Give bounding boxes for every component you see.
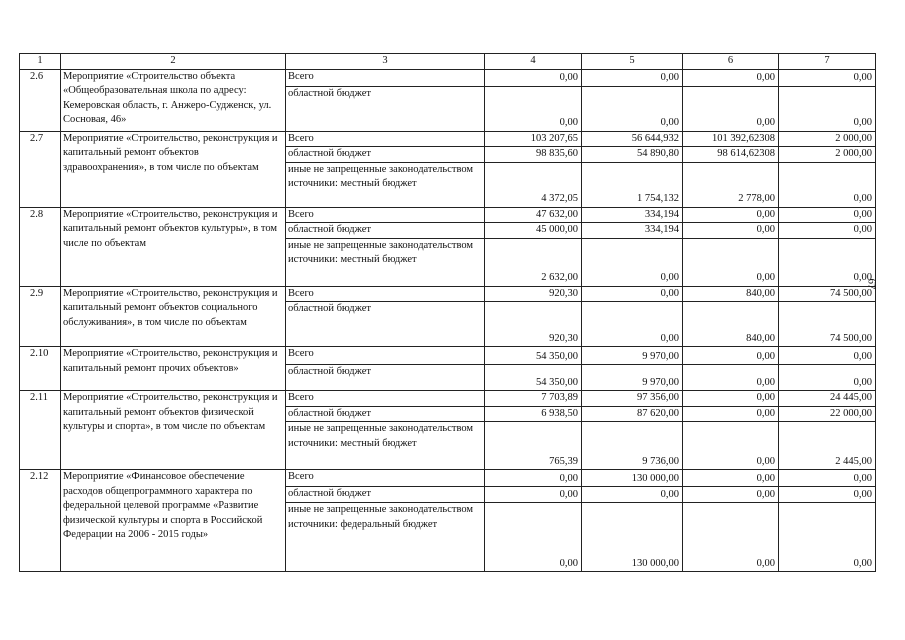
row-number: 2.11 xyxy=(20,391,61,470)
amount-cell: 0,00 xyxy=(582,238,683,286)
row-number: 2.6 xyxy=(20,69,61,131)
amount-cell: 0,00 xyxy=(779,238,876,286)
amount-cell: 0,00 xyxy=(683,347,779,365)
header-cell: 3 xyxy=(286,54,485,70)
amount-cell: 0,00 xyxy=(683,223,779,239)
amount-cell: 4 372,05 xyxy=(485,162,582,207)
amount-cell: 0,00 xyxy=(779,503,876,572)
measure-description: Мероприятие «Строительство, реконструкция и капитальный ремонт прочих объектов» xyxy=(61,347,286,391)
amount-cell: 0,00 xyxy=(683,487,779,503)
amount-cell: 0,00 xyxy=(485,86,582,131)
table-row xyxy=(20,391,876,407)
amount-cell: 1 754,132 xyxy=(582,162,683,207)
amount-cell: 0,00 xyxy=(485,503,582,572)
header-cell: 7 xyxy=(779,54,876,70)
funding-source: иные не запрещенные законодательством источники: местный бюджет xyxy=(286,162,485,207)
table-row xyxy=(20,470,876,487)
amount-cell: 0,00 xyxy=(779,365,876,391)
row-number: 2.9 xyxy=(20,286,61,347)
table-row xyxy=(20,69,876,86)
amount-cell: 0,00 xyxy=(582,69,683,86)
amount-cell: 74 500,00 xyxy=(779,286,876,302)
amount-cell: 9 970,00 xyxy=(582,347,683,365)
amount-cell: 54 350,00 xyxy=(485,365,582,391)
amount-cell: 2 000,00 xyxy=(779,131,876,147)
measure-description: Мероприятие «Строительство, реконструкция и капитальный ремонт объектов социального обслуживания», в том числе по объектам xyxy=(61,286,286,347)
amount-cell: 56 644,932 xyxy=(582,131,683,147)
funding-source: Всего xyxy=(286,69,485,86)
amount-cell: 0,00 xyxy=(485,487,582,503)
amount-cell: 840,00 xyxy=(683,286,779,302)
table-row xyxy=(20,347,876,365)
amount-cell: 98 835,60 xyxy=(485,147,582,163)
page-number: 67 xyxy=(865,278,878,290)
table-row xyxy=(20,207,876,223)
amount-cell: 24 445,00 xyxy=(779,391,876,407)
row-number: 2.8 xyxy=(20,207,61,286)
amount-cell: 0,00 xyxy=(683,238,779,286)
table-body xyxy=(20,54,876,572)
amount-cell: 22 000,00 xyxy=(779,406,876,422)
amount-cell: 130 000,00 xyxy=(582,470,683,487)
amount-cell: 74 500,00 xyxy=(779,302,876,347)
table-row xyxy=(20,286,876,302)
funding-source: Всего xyxy=(286,347,485,365)
amount-cell: 6 938,50 xyxy=(485,406,582,422)
amount-cell: 98 614,62308 xyxy=(683,147,779,163)
amount-cell: 9 736,00 xyxy=(582,422,683,470)
header-cell: 4 xyxy=(485,54,582,70)
table-row xyxy=(20,131,876,147)
row-number: 2.10 xyxy=(20,347,61,391)
amount-cell: 0,00 xyxy=(582,487,683,503)
funding-source: иные не запрещенные законодательством источники: местный бюджет xyxy=(286,422,485,470)
amount-cell: 0,00 xyxy=(779,470,876,487)
header-cell: 5 xyxy=(582,54,683,70)
measure-description: Мероприятие «Финансовое обеспечение расходов общепрограммного характера по федеральной целевой программе «Развитие физической культуры и спорта в Российской Федерации на 2006 - 2015 годы» xyxy=(61,470,286,572)
amount-cell: 0,00 xyxy=(683,422,779,470)
amount-cell: 920,30 xyxy=(485,286,582,302)
amount-cell: 0,00 xyxy=(683,207,779,223)
amount-cell: 0,00 xyxy=(485,470,582,487)
row-number: 2.7 xyxy=(20,131,61,207)
amount-cell: 130 000,00 xyxy=(582,503,683,572)
amount-cell: 0,00 xyxy=(582,286,683,302)
funding-source: областной бюджет xyxy=(286,406,485,422)
amount-cell: 0,00 xyxy=(683,86,779,131)
amount-cell: 54 350,00 xyxy=(485,347,582,365)
header-row xyxy=(20,54,876,70)
amount-cell: 0,00 xyxy=(582,86,683,131)
budget-table xyxy=(19,53,876,572)
header-cell: 2 xyxy=(61,54,286,70)
amount-cell: 45 000,00 xyxy=(485,223,582,239)
amount-cell: 0,00 xyxy=(779,207,876,223)
funding-source: Всего xyxy=(286,391,485,407)
amount-cell: 54 890,80 xyxy=(582,147,683,163)
amount-cell: 334,194 xyxy=(582,223,683,239)
amount-cell: 0,00 xyxy=(779,86,876,131)
measure-description: Мероприятие «Строительство, реконструкция и капитальный ремонт объектов физической культуры и спорта», в том числе по объектам xyxy=(61,391,286,470)
amount-cell: 0,00 xyxy=(683,470,779,487)
amount-cell: 0,00 xyxy=(683,69,779,86)
funding-source: Всего xyxy=(286,470,485,487)
amount-cell: 103 207,65 xyxy=(485,131,582,147)
amount-cell: 0,00 xyxy=(683,365,779,391)
funding-source: иные не запрещенные законодательством источники: местный бюджет xyxy=(286,238,485,286)
amount-cell: 47 632,00 xyxy=(485,207,582,223)
amount-cell: 0,00 xyxy=(779,347,876,365)
measure-description: Мероприятие «Строительство, реконструкция и капитальный ремонт объектов культуры», в том числе по объектам xyxy=(61,207,286,286)
amount-cell: 87 620,00 xyxy=(582,406,683,422)
header-cell: 6 xyxy=(683,54,779,70)
amount-cell: 0,00 xyxy=(779,223,876,239)
amount-cell: 97 356,00 xyxy=(582,391,683,407)
amount-cell: 0,00 xyxy=(485,69,582,86)
amount-cell: 2 445,00 xyxy=(779,422,876,470)
funding-source: областной бюджет xyxy=(286,223,485,239)
funding-source: иные не запрещенные законодательством источники: федеральный бюджет xyxy=(286,503,485,572)
amount-cell: 920,30 xyxy=(485,302,582,347)
funding-source: областной бюджет xyxy=(286,365,485,391)
amount-cell: 765,39 xyxy=(485,422,582,470)
amount-cell: 0,00 xyxy=(582,302,683,347)
amount-cell: 334,194 xyxy=(582,207,683,223)
funding-source: Всего xyxy=(286,131,485,147)
row-number: 2.12 xyxy=(20,470,61,572)
amount-cell: 2 000,00 xyxy=(779,147,876,163)
funding-source: областной бюджет xyxy=(286,302,485,347)
amount-cell: 0,00 xyxy=(779,487,876,503)
amount-cell: 101 392,62308 xyxy=(683,131,779,147)
amount-cell: 0,00 xyxy=(779,162,876,207)
amount-cell: 0,00 xyxy=(683,503,779,572)
amount-cell: 840,00 xyxy=(683,302,779,347)
amount-cell: 2 778,00 xyxy=(683,162,779,207)
measure-description: Мероприятие «Строительство, реконструкция и капитальный ремонт объектов здравоохранения», в том числе по объектам xyxy=(61,131,286,207)
amount-cell: 0,00 xyxy=(779,69,876,86)
funding-source: Всего xyxy=(286,286,485,302)
amount-cell: 9 970,00 xyxy=(582,365,683,391)
funding-source: Всего xyxy=(286,207,485,223)
funding-source: областной бюджет xyxy=(286,147,485,163)
amount-cell: 2 632,00 xyxy=(485,238,582,286)
amount-cell: 0,00 xyxy=(683,406,779,422)
funding-source: областной бюджет xyxy=(286,86,485,131)
header-cell: 1 xyxy=(20,54,61,70)
amount-cell: 7 703,89 xyxy=(485,391,582,407)
amount-cell: 0,00 xyxy=(683,391,779,407)
measure-description: Мероприятие «Строительство объекта «Общеобразовательная школа по адресу: Кемеровская область, г. Анжеро-Судженск, ул. Сосновая, 46» xyxy=(61,69,286,131)
funding-source: областной бюджет xyxy=(286,487,485,503)
